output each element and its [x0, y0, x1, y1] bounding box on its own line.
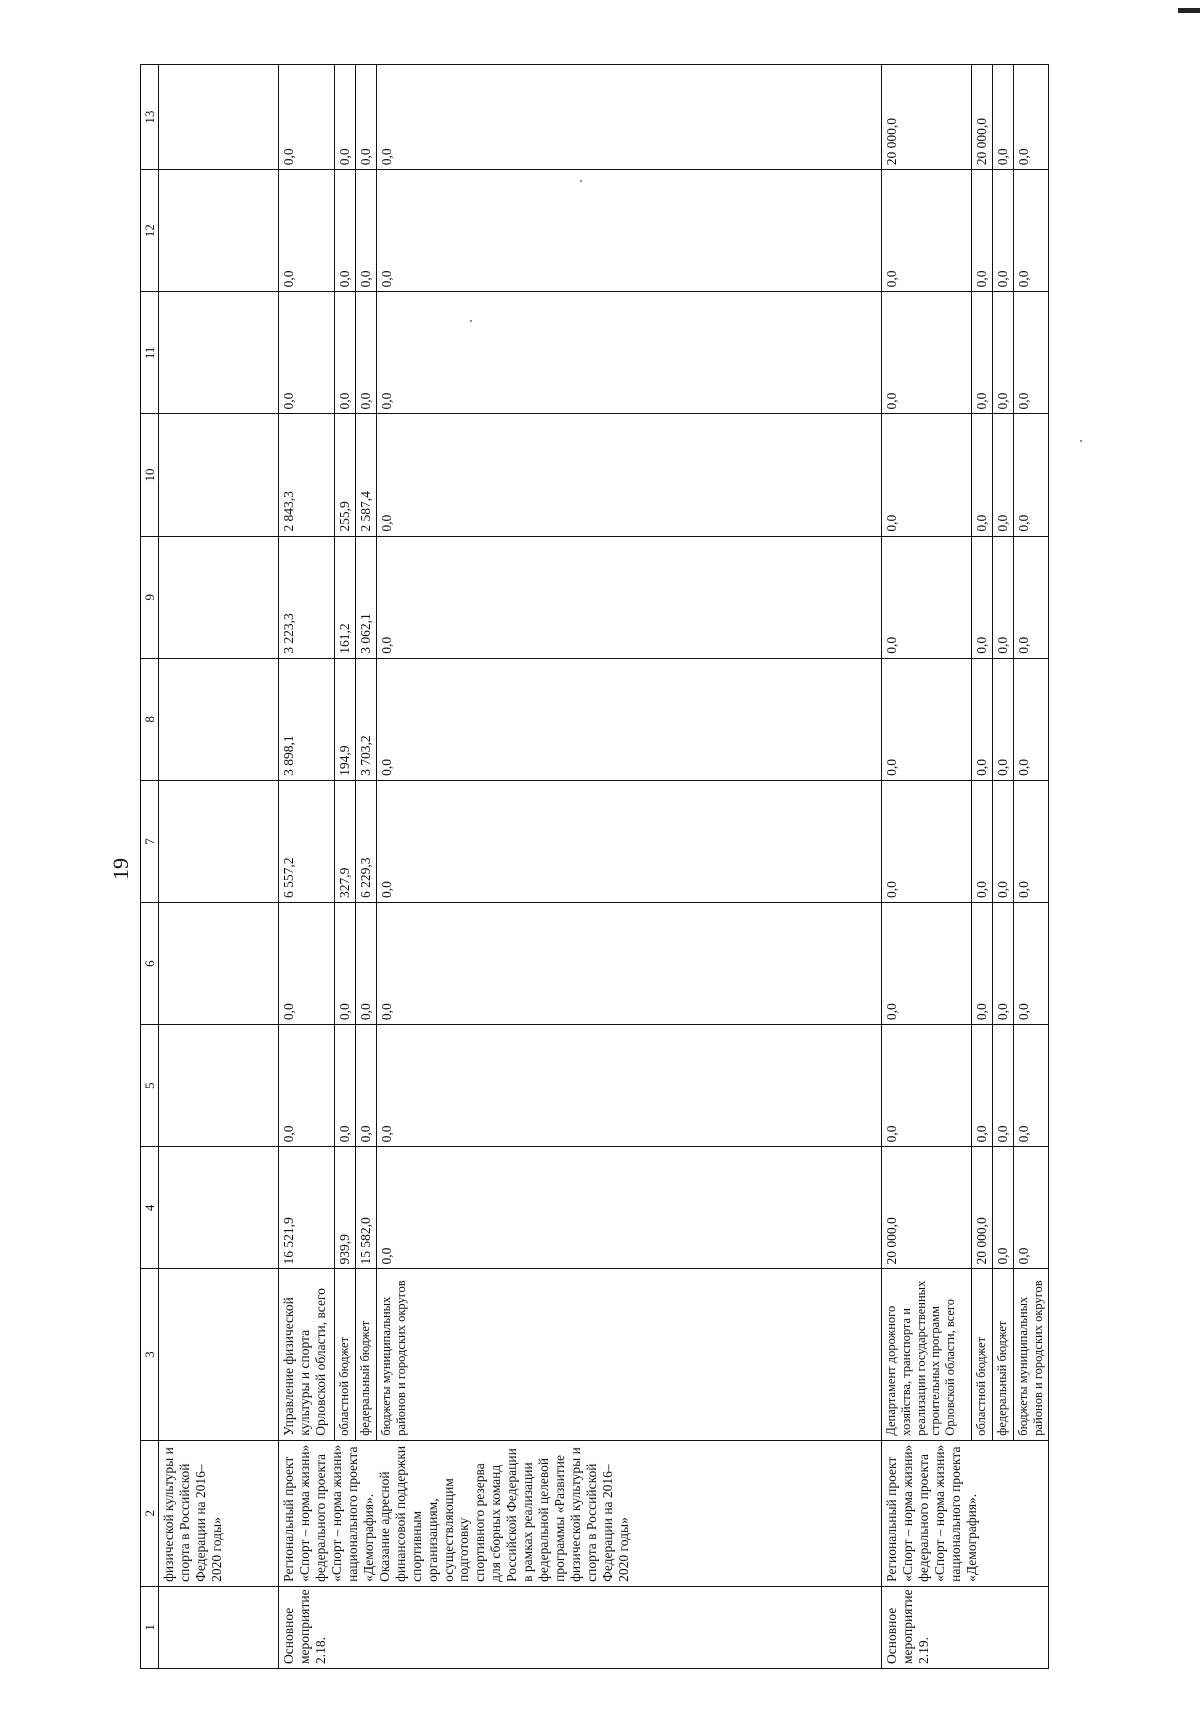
- header-cell: 8: [141, 658, 159, 780]
- value-cell: 0,0: [377, 658, 882, 780]
- value-cell: 0,0: [377, 292, 882, 414]
- budget-table-rotated: [140, 64, 1070, 1669]
- table-cell: [159, 65, 279, 170]
- value-cell: 3 703,2: [356, 658, 377, 780]
- value-cell: 0,0: [993, 780, 1014, 902]
- funding-source: федеральный бюджет: [356, 1269, 377, 1440]
- header-cell: 7: [141, 780, 159, 902]
- table-cell: [159, 1025, 279, 1147]
- value-cell: 0,0: [279, 903, 335, 1025]
- value-cell: 0,0: [377, 536, 882, 658]
- value-cell: 0,0: [279, 65, 335, 170]
- value-cell: 0,0: [1014, 170, 1049, 292]
- table-cell: [159, 1269, 279, 1440]
- value-cell: 0,0: [972, 414, 993, 536]
- table-row: [356, 65, 377, 1669]
- header-cell: 12: [141, 170, 159, 292]
- value-cell: 0,0: [993, 414, 1014, 536]
- table-header: [141, 65, 159, 1669]
- funding-source: Управление физической культуры и спорта Орловской области, всего: [279, 1269, 335, 1440]
- table-cell: [159, 170, 279, 292]
- value-cell: 194,9: [335, 658, 356, 780]
- value-cell: 3 223,3: [279, 536, 335, 658]
- value-cell: 0,0: [972, 780, 993, 902]
- measure-description: Региональный проект «Спорт – норма жизни» федерального проекта «Спорт – норма жизни» национального проекта «Демография».: [882, 1440, 1048, 1586]
- value-cell: 0,0: [356, 1025, 377, 1147]
- header-cell: 6: [141, 903, 159, 1025]
- value-cell: 20 000,0: [972, 1147, 993, 1269]
- header-cell: 10: [141, 414, 159, 536]
- value-cell: 0,0: [882, 170, 972, 292]
- value-cell: 0,0: [993, 65, 1014, 170]
- value-cell: 0,0: [335, 170, 356, 292]
- header-cell: 1: [141, 1586, 159, 1668]
- funding-source: бюджеты муниципальных районов и городских округов: [377, 1269, 882, 1440]
- value-cell: 0,0: [882, 658, 972, 780]
- value-cell: 2 587,4: [356, 414, 377, 536]
- value-cell: 0,0: [882, 903, 972, 1025]
- value-cell: 0,0: [279, 170, 335, 292]
- table-row: [159, 65, 279, 1669]
- value-cell: 0,0: [1014, 658, 1049, 780]
- header-cell: 4: [141, 1147, 159, 1269]
- value-cell: 0,0: [377, 65, 882, 170]
- page-number: 19: [108, 858, 133, 880]
- value-cell: 0,0: [279, 292, 335, 414]
- table-row: [1014, 65, 1049, 1669]
- value-cell: 939,9: [335, 1147, 356, 1269]
- value-cell: 6 229,3: [356, 780, 377, 902]
- value-cell: 0,0: [1014, 1147, 1049, 1269]
- table-cell: [159, 414, 279, 536]
- value-cell: 0,0: [882, 292, 972, 414]
- header-cell: 13: [141, 65, 159, 170]
- value-cell: 0,0: [1014, 780, 1049, 902]
- value-cell: 0,0: [972, 536, 993, 658]
- table-cell: [159, 1586, 279, 1668]
- table-cell: [159, 536, 279, 658]
- value-cell: 0,0: [335, 1025, 356, 1147]
- value-cell: 20 000,0: [882, 1147, 972, 1269]
- funding-source: федеральный бюджет: [993, 1269, 1014, 1440]
- value-cell: 255,9: [335, 414, 356, 536]
- value-cell: 0,0: [993, 536, 1014, 658]
- value-cell: 0,0: [377, 1025, 882, 1147]
- value-cell: 0,0: [972, 903, 993, 1025]
- value-cell: 2 843,3: [279, 414, 335, 536]
- value-cell: 0,0: [1014, 903, 1049, 1025]
- table-cell: [159, 903, 279, 1025]
- value-cell: 20 000,0: [972, 65, 993, 170]
- table-row: [993, 65, 1014, 1669]
- value-cell: 0,0: [356, 292, 377, 414]
- table-row: [377, 65, 882, 1669]
- budget-table: [140, 64, 1049, 1669]
- funding-source: областной бюджет: [335, 1269, 356, 1440]
- header-cell: 5: [141, 1025, 159, 1147]
- value-cell: 0,0: [993, 903, 1014, 1025]
- value-cell: 161,2: [335, 536, 356, 658]
- value-cell: 0,0: [335, 292, 356, 414]
- table-cell: [159, 780, 279, 902]
- activity-id: Основное мероприятие 2.19.: [882, 1586, 1048, 1668]
- table-row: [335, 65, 356, 1669]
- value-cell: 0,0: [377, 1147, 882, 1269]
- value-cell: 0,0: [882, 780, 972, 902]
- value-cell: 0,0: [1014, 414, 1049, 536]
- funding-source: областной бюджет: [972, 1269, 993, 1440]
- value-cell: 0,0: [335, 65, 356, 170]
- measure-continuation: физической культуры и спорта в Российской Федерации на 2016–2020 годы»: [159, 1440, 279, 1586]
- value-cell: 20 000,0: [882, 65, 972, 170]
- value-cell: 0,0: [356, 903, 377, 1025]
- value-cell: 0,0: [882, 1025, 972, 1147]
- funding-source: бюджеты муниципальных районов и городских округов: [1014, 1269, 1049, 1440]
- value-cell: 0,0: [1014, 292, 1049, 414]
- value-cell: 0,0: [377, 170, 882, 292]
- value-cell: 3 898,1: [279, 658, 335, 780]
- value-cell: 0,0: [335, 903, 356, 1025]
- value-cell: 0,0: [993, 1147, 1014, 1269]
- value-cell: 0,0: [993, 1025, 1014, 1147]
- table-row: [882, 65, 972, 1669]
- value-cell: 327,9: [335, 780, 356, 902]
- header-cell: 3: [141, 1269, 159, 1440]
- value-cell: 0,0: [356, 170, 377, 292]
- table-row: [972, 65, 993, 1669]
- value-cell: 0,0: [279, 1025, 335, 1147]
- value-cell: 0,0: [972, 170, 993, 292]
- value-cell: 0,0: [972, 292, 993, 414]
- value-cell: 0,0: [993, 658, 1014, 780]
- value-cell: 0,0: [972, 658, 993, 780]
- value-cell: 0,0: [993, 292, 1014, 414]
- value-cell: 0,0: [1014, 1025, 1049, 1147]
- value-cell: 6 557,2: [279, 780, 335, 902]
- value-cell: 16 521,9: [279, 1147, 335, 1269]
- table-row: [279, 65, 335, 1669]
- scan-corner-mark: [1178, 8, 1200, 13]
- table-cell: [159, 1147, 279, 1269]
- value-cell: 0,0: [882, 414, 972, 536]
- value-cell: 0,0: [377, 903, 882, 1025]
- table-cell: [159, 292, 279, 414]
- scan-speck: [1080, 440, 1082, 442]
- header-cell: 2: [141, 1440, 159, 1586]
- value-cell: 0,0: [356, 65, 377, 170]
- value-cell: 15 582,0: [356, 1147, 377, 1269]
- value-cell: 0,0: [882, 536, 972, 658]
- header-cell: 9: [141, 536, 159, 658]
- value-cell: 3 062,1: [356, 536, 377, 658]
- value-cell: 0,0: [377, 414, 882, 536]
- activity-id: Основное мероприятие 2.18.: [279, 1586, 882, 1668]
- value-cell: 0,0: [377, 780, 882, 902]
- funding-source: Департамент дорожного хозяйства, транспорта и реализации государственных строительных программ Орловской области, всего: [882, 1269, 972, 1440]
- value-cell: 0,0: [1014, 65, 1049, 170]
- measure-description: Региональный проект «Спорт – норма жизни» федерального проекта «Спорт – норма жизни» национального проекта «Демография». Оказание адресной финансовой поддержки спортивным организациям, осуществляющим подготовку спортивного резерва для сборных команд Российской Федерации в рамках реализации федеральной целевой программы «Развитие физической культуры и спорта в Российской Федерации на 2016–2020 годы»: [279, 1440, 882, 1586]
- value-cell: 0,0: [972, 1025, 993, 1147]
- value-cell: 0,0: [993, 170, 1014, 292]
- table-cell: [159, 658, 279, 780]
- value-cell: 0,0: [1014, 536, 1049, 658]
- header-cell: 11: [141, 292, 159, 414]
